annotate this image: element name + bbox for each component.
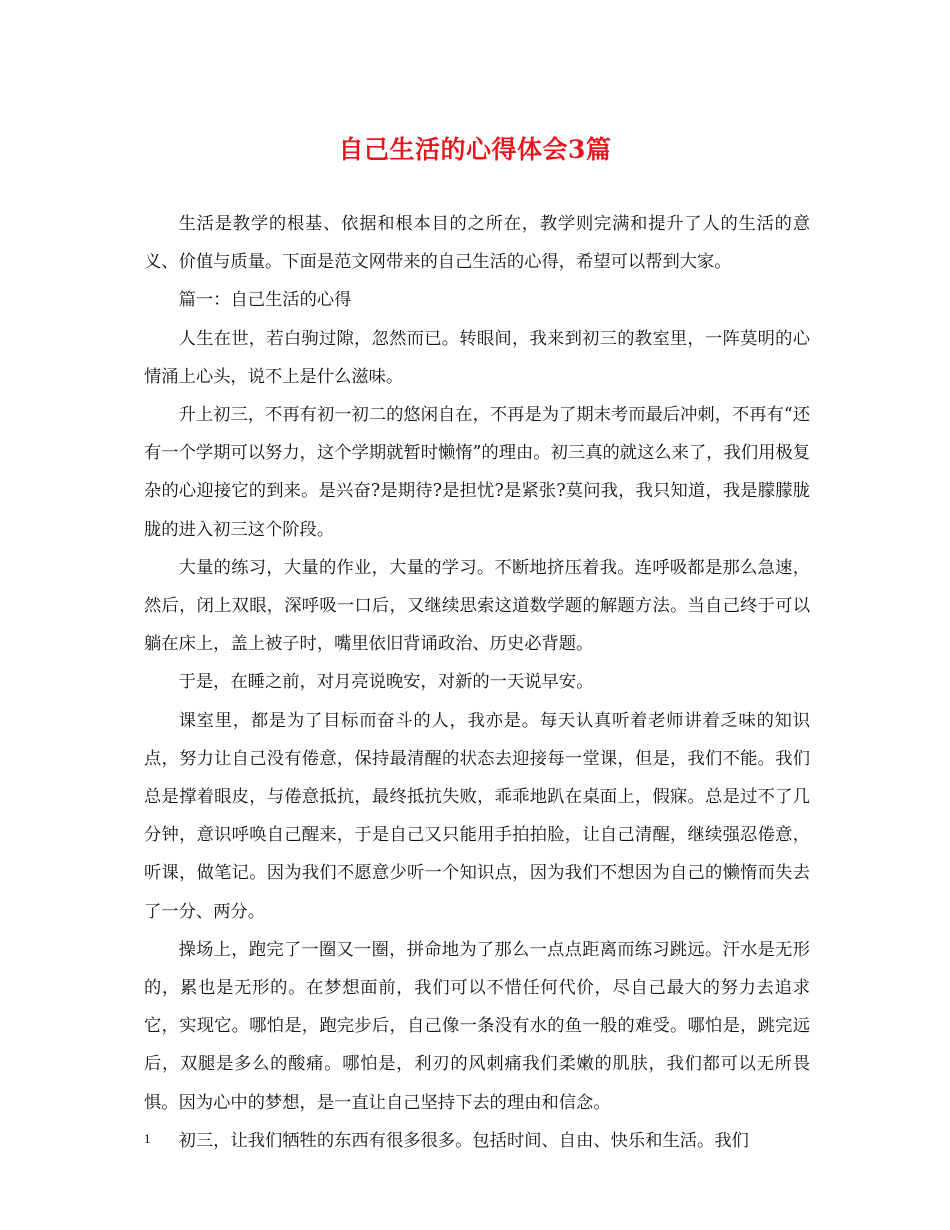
paragraph: 初三，让我们牺牲的东西有很多很多。包括时间、自由、快乐和生活。我们 (178, 1130, 749, 1151)
paragraph: 人生在世，若白驹过隙，忽然而已。转眼间，我来到初三的教室里，一阵莫明的心情涌上心头，说不上是什么滋味。 (144, 328, 810, 387)
document-title: 自己生活的心得体会3篇 (338, 135, 612, 164)
section-heading: 篇一：自己生活的心得 (178, 290, 352, 311)
paragraph: 大量的练习，大量的作业，大量的学习。不断地挤压着我。连呼吸都是那么急速，然后，闭上双眼，深呼吸一口后，又继续思索这道数学题的解题方法。当自己终于可以躺在床上，盖上被子时，嘴里依旧背诵政治、历史必背题。 (144, 557, 810, 655)
paragraph: 课室里，都是为了目标而奋斗的人，我亦是。每天认真听着老师讲着乏味的知识点，努力让自己没有倦意，保持最清醒的状态去迎接每一堂课，但是，我们不能。我们总是撑着眼皮，与倦意抵抗，最终抵抗失败，乖乖地趴在桌面上，假寐。总是过不了几分钟，意识呼唤自己醒来，于是自己又只能用手拍拍脸，让自己清醒，继续强忍倦意，听课，做笔记。因为我们不愿意少听一个知识点，因为我们不想因为自己的懒惰而失去了一分、两分。 (144, 710, 810, 922)
paragraph: 于是，在睡之前，对月亮说晚安，对新的一天说早安。 (178, 672, 594, 693)
paragraph: 操场上，跑完了一圈又一圈，拼命地为了那么一点点距离而练习跳远。汗水是无形的，累也是无形的。在梦想面前，我们可以不惜任何代价，尽自己最大的努力去追求它，实现它。哪怕是，跑完步后，自己像一条没有水的鱼一般的难受。哪怕是，跳完远后，双腿是多么的酸痛。哪怕是，利刃的风刺痛我们柔嫩的肌肤，我们都可以无所畏惧。因为心中的梦想，是一直让自己坚持下去的理由和信念。 (144, 939, 810, 1113)
paragraph: 升上初三，不再有初一初二的悠闲自在，不再是为了期末考而最后冲刺，不再有“还有一个学期可以努力，这个学期就暂时懒惰”的理由。初三真的就这么来了，我们用极复杂的心迎接它的到来。是兴奋?是期待?是担忧?是紧张?莫问我，我只知道，我是朦朦胧胧的进入初三这个阶段。 (144, 405, 810, 540)
document-body (144, 205, 810, 1160)
page-number: 1 (144, 1131, 151, 1146)
paragraph-intro: 生活是教学的根基、依据和根本目的之所在，教学则完满和提升了人的生活的意义、价值与质量。下面是范文网带来的自己生活的心得，希望可以帮到大家。 (144, 214, 810, 273)
